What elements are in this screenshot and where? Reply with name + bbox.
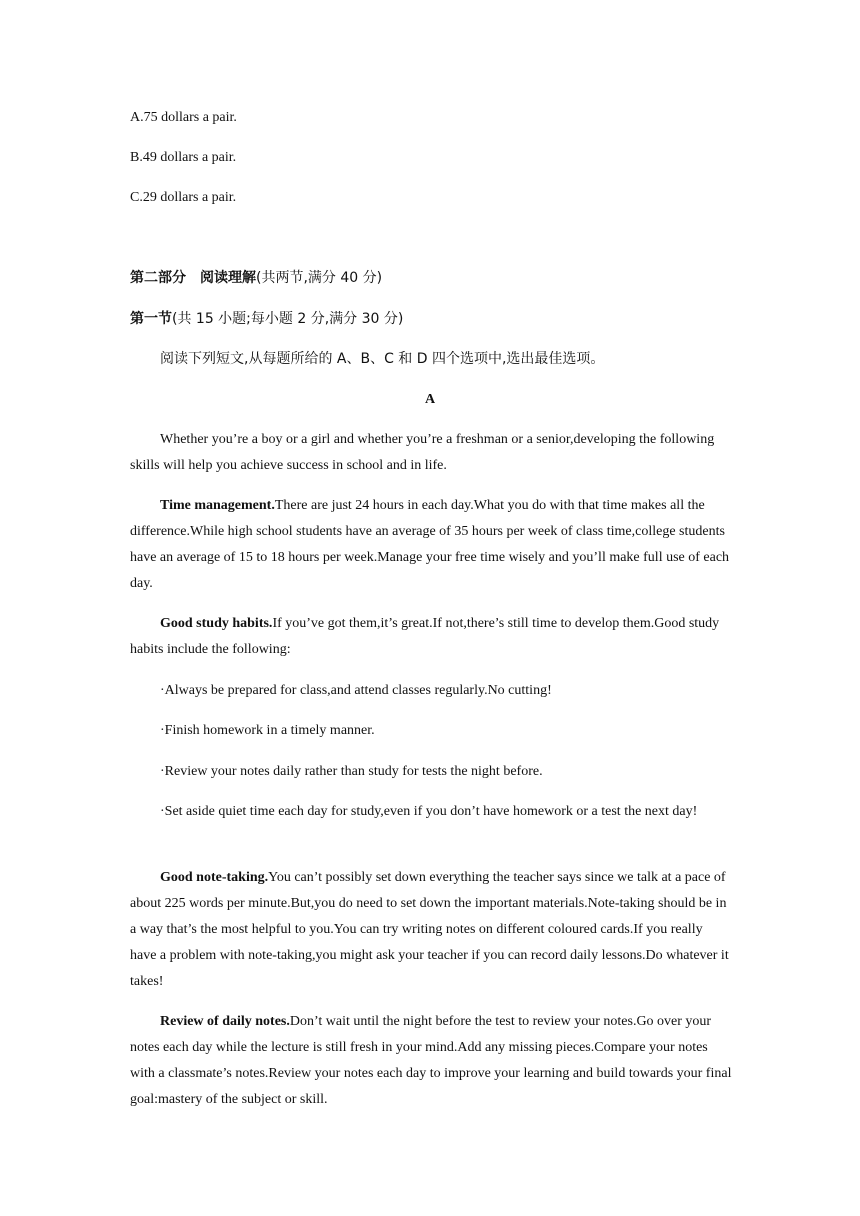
instruction: 阅读下列短文,从每题所给的 A、B、C 和 D 四个选项中,选出最佳选项。 (160, 351, 605, 367)
sub-heading (130, 310, 403, 329)
time-management-heading: Time management. (160, 498, 275, 513)
passage-label: A (424, 392, 436, 407)
note-taking-body: You can’t possibly set down everything the teacher says since we talk at a pace of about 225 words per minute.But,you do need to set down the important materials.Note-taking should be in a way that’s the most helpful to you.You can try writing notes on different coloured cards.If you really have a problem with note-taking,you might ask your teacher if you can record daily lessons.Do whatever it takes! (130, 870, 729, 989)
option-b: B.49 dollars a pair. (130, 150, 237, 165)
study-habits-paragraph (130, 611, 732, 663)
time-management-paragraph (130, 493, 732, 597)
habit-item: ·Review your notes daily rather than study for tests the night before. (160, 764, 543, 779)
habit-item: ·Finish homework in a timely manner. (160, 723, 375, 738)
study-habits-body: If you’ve got them,it’s great.If not,there’s still time to develop them.Good study habits include the following: (130, 616, 720, 657)
sub-note: (共 15 小题;每小题 2 分,满分 30 分) (172, 311, 404, 327)
habit-item-last: ·Set aside quiet time each day for study,even if you don’t have homework or a test the next day! (160, 804, 698, 819)
option-c: C.29 dollars a pair. (130, 190, 237, 205)
sub-title: 第一节 (130, 311, 172, 327)
habit-item: ·Always be prepared for class,and attend classes regularly.No cutting! (160, 683, 552, 698)
note-taking-heading: Good note-taking. (160, 870, 269, 885)
part-heading (130, 269, 382, 288)
review-notes-heading: Review of daily notes. (160, 1014, 290, 1029)
review-notes-paragraph (130, 1009, 732, 1113)
part-title: 第二部分 (130, 270, 186, 286)
time-management-body: There are just 24 hours in each day.What you do with that time makes all the difference.While high school students have an average of 35 hours per week of class time,college students have an average of 15 to 18 hours per week.Manage your free time wisely and you’ll make full use of each day. (130, 498, 730, 591)
note-taking-paragraph (130, 865, 732, 995)
intro-paragraph: Whether you’re a boy or a girl and whether you’re a freshman or a senior,developing the following skills will help you achieve success in school and in life. (130, 432, 715, 473)
part-name: 阅读理解 (200, 270, 256, 286)
study-habits-heading: Good study habits. (160, 616, 273, 631)
review-notes-body: Don’t wait until the night before the test to review your notes.Go over your notes each day while the lecture is still fresh in your mind.Add any missing pieces.Compare your notes with a classmate’s notes.Review your notes each day to improve your learning and build towards your final goal:mastery of the subject or skill. (130, 1014, 732, 1107)
part-note: (共两节,满分 40 分) (256, 270, 383, 286)
option-a: A.75 dollars a pair. (130, 110, 237, 125)
